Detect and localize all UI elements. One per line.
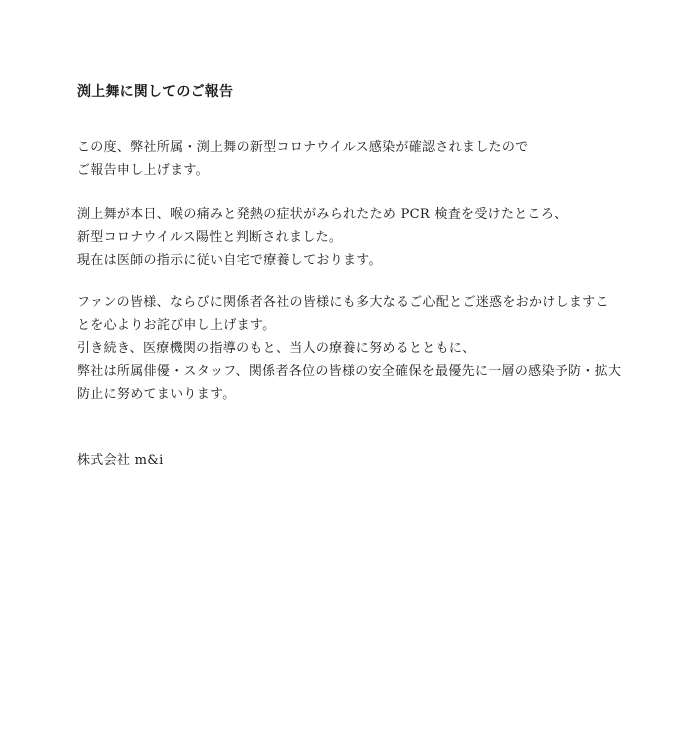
text-line: とを心よりお詫び申し上げます。 — [77, 318, 276, 333]
text-line: 現在は医師の指示に従い自宅で療養しております。 — [77, 253, 382, 268]
text-line: この度、弊社所属・渕上舞の新型コロナウイルス感染が確認されましたので — [77, 140, 529, 155]
text-line: 渕上舞が本日、喉の痛みと発熱の症状がみられたため PCR 検査を受けたところ、 — [77, 207, 568, 222]
text-line: ファンの皆様、ならびに関係者各社の皆様にも多大なるご心配とご迷惑をおかけしますこ — [77, 295, 609, 310]
text-line: 防止に努めてまいります。 — [77, 387, 236, 402]
paragraph-status — [77, 203, 617, 272]
text-line: 引き続き、医療機関の指導のもと、当人の療養に努めるとともに、 — [77, 341, 476, 356]
paragraph-apology — [77, 291, 622, 406]
company-signature: 株式会社 m&i — [77, 453, 164, 468]
text-line: 新型コロナウイルス陽性と判断されました。 — [77, 230, 343, 245]
text-line: 弊社は所属俳優・スタッフ、関係者各位の皆様の安全確保を最優先に一層の感染予防・拡大 — [77, 364, 622, 379]
text-line: ご報告申し上げます。 — [77, 163, 209, 178]
document-title: 渕上舞に関してのご報告 — [77, 84, 234, 100]
paragraph-announcement — [77, 136, 617, 182]
